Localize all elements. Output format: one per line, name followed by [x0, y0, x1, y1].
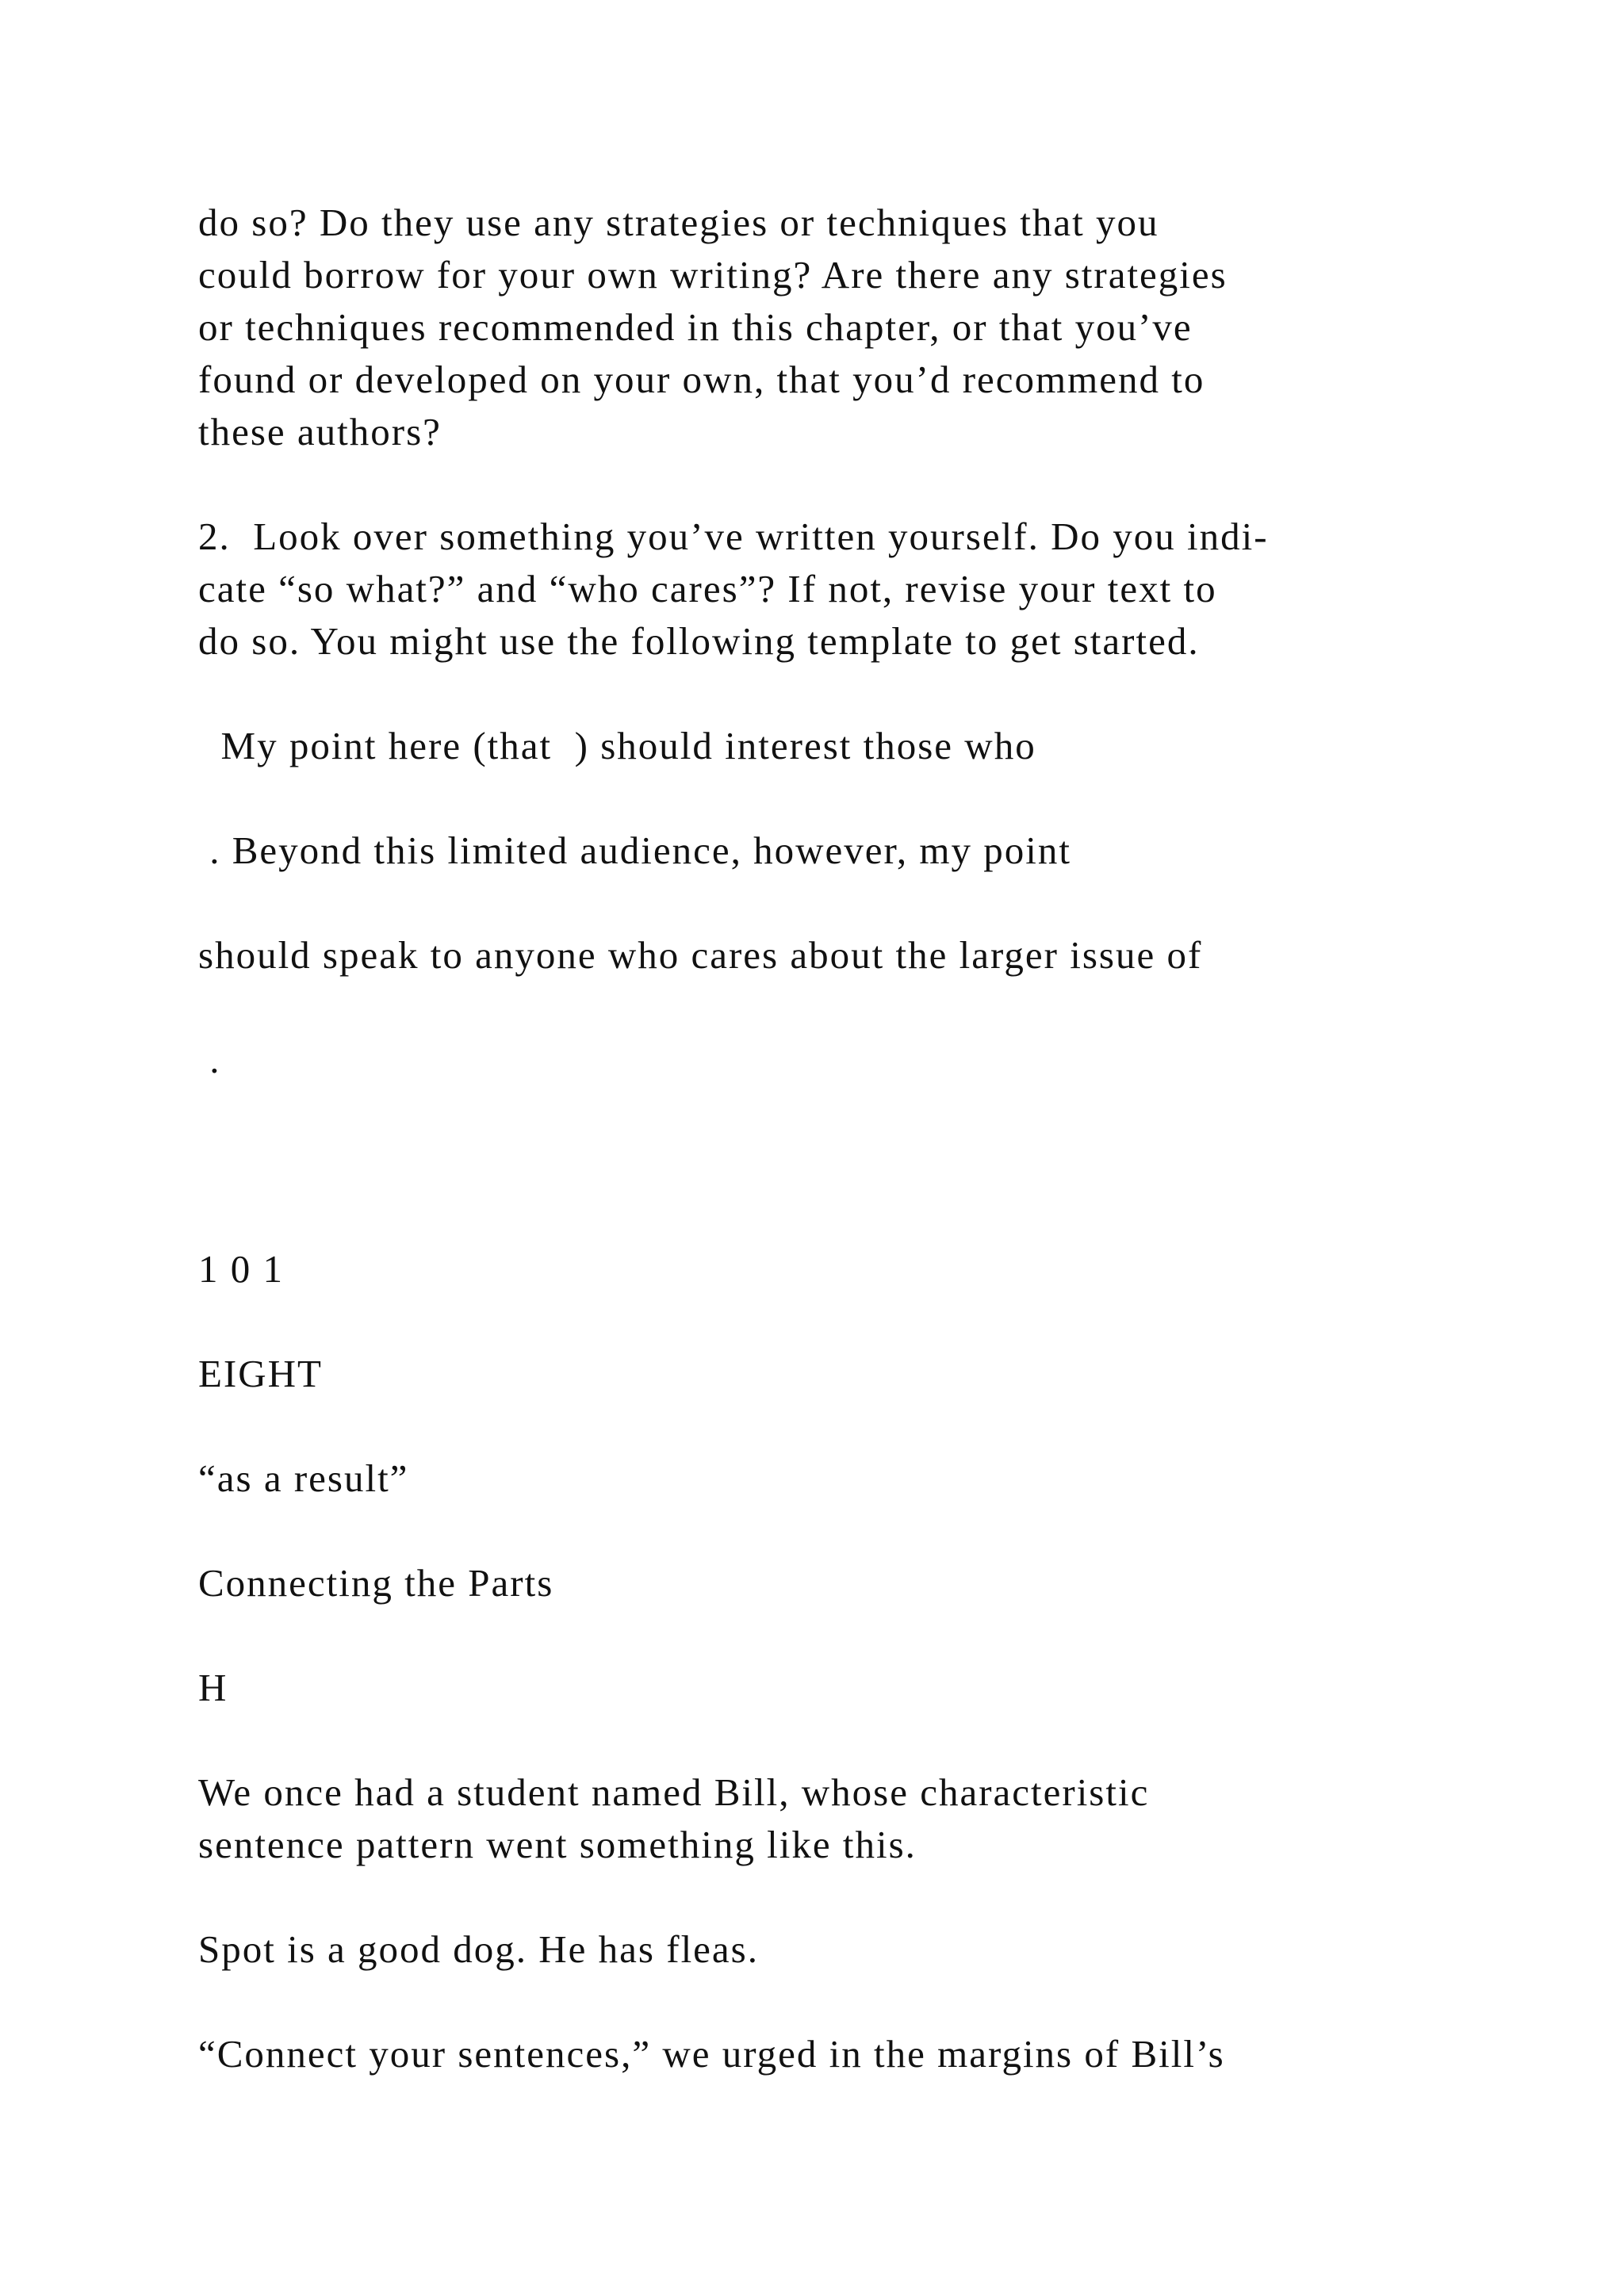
body-text-line: do so? Do they use any strategies or techniques that you: [198, 201, 1159, 244]
example-sentence: Spot is a good dog. He has fleas.: [198, 1927, 759, 1971]
template-line: My point here (that ) should interest those who: [198, 724, 1036, 767]
template-line: . Beyond this limited audience, however, my point: [198, 828, 1071, 872]
drop-cap: H: [198, 1666, 228, 1709]
page-number: 1 0 1: [198, 1247, 284, 1291]
exercise-text-line: do so. You might use the following template to get started.: [198, 619, 1200, 663]
body-text-line: could borrow for your own writing? Are there any strategies: [198, 253, 1228, 297]
chapter-number: EIGHT: [198, 1352, 323, 1395]
template-line: .: [198, 1038, 221, 1081]
body-text-line: or techniques recommended in this chapter, or that you’ve: [198, 305, 1193, 349]
exercise-text-line: 2. Look over something you’ve written yourself. Do you indi-: [198, 515, 1269, 558]
body-text-line: these authors?: [198, 410, 442, 453]
chapter-title: “as a result”: [198, 1456, 409, 1500]
body-text-line: “Connect your sentences,” we urged in the margins of Bill’s: [198, 2032, 1225, 2076]
body-text-line: sentence pattern went something like this.: [198, 1823, 917, 1866]
body-text-line: We once had a student named Bill, whose characteristic: [198, 1770, 1150, 1814]
chapter-subtitle: Connecting the Parts: [198, 1561, 554, 1605]
template-line: should speak to anyone who cares about the larger issue of: [198, 933, 1203, 977]
exercise-text-line: cate “so what?” and “who cares”? If not, revise your text to: [198, 567, 1217, 610]
body-text-line: found or developed on your own, that you’d recommend to: [198, 358, 1205, 401]
